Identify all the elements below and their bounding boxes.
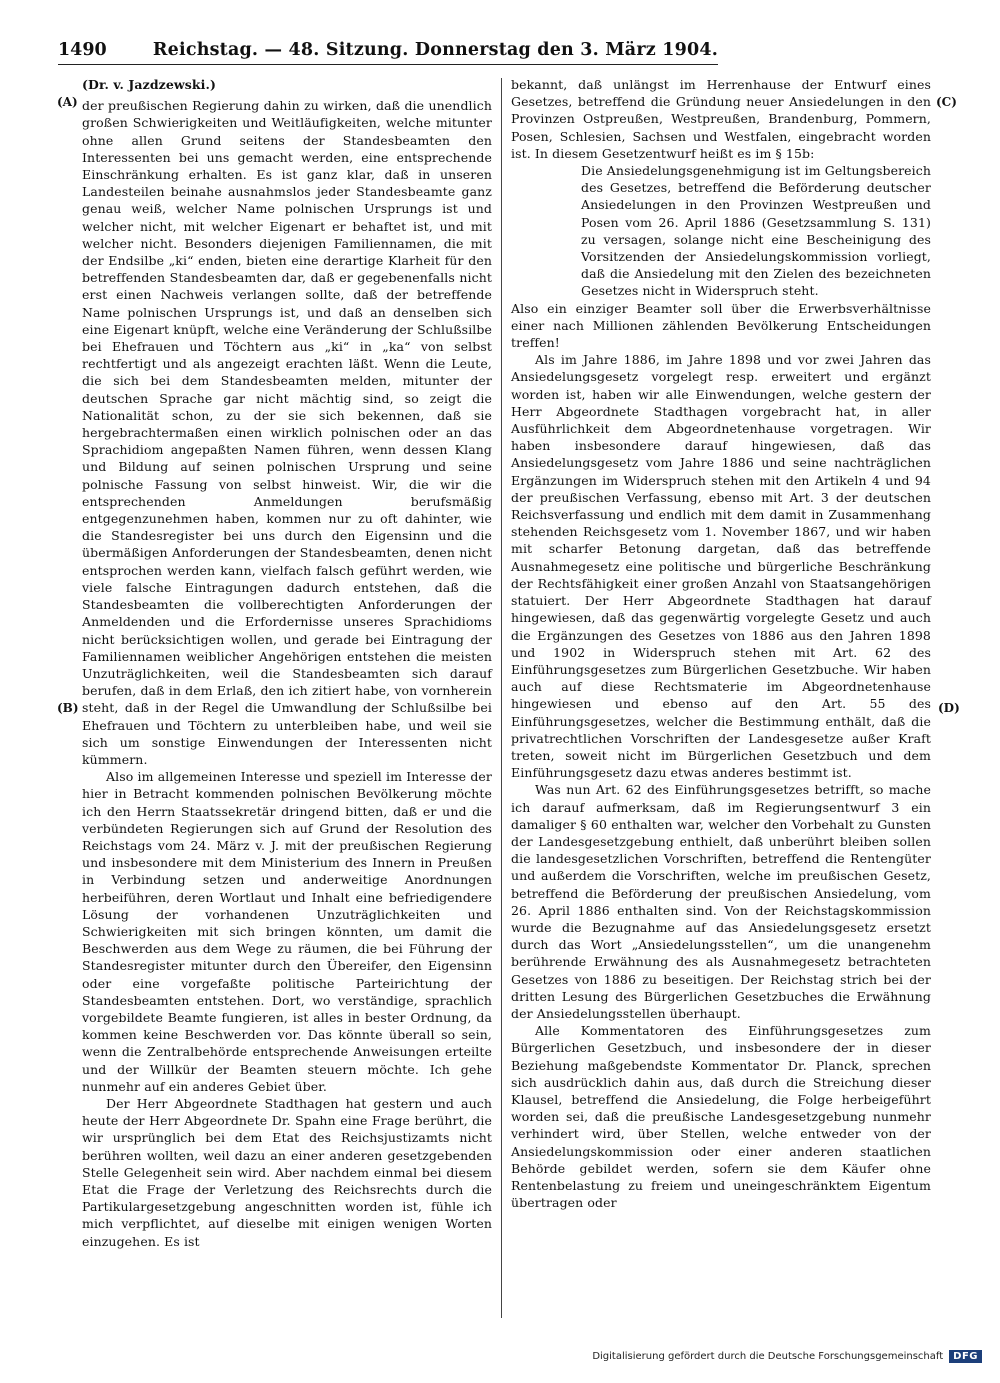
- left-paragraph-2: Also im allgemeinen Interesse und speziell im Interesse der hier in Betracht kommenden polnischen Bevölkerung möchte ich den Herrn Staatssekretär dringend bitten, daß er und die verbündeten Regierungen sich auf Grund der Resolution des Reichstags vom 24. März v. J. mit der preußischen Regierung und insbesondere mit dem Ministerium des Innern in Preußen in Verbindung setzen und anderweitige Anordnungen herbeiführen, deren Wortlaut und Inhalt eine befriedigendere Lösung der vorhandenen Unzuträglichkeiten und Schwierigkeiten mit sich bringen könnten, um damit die Beschwerden aus dem Wege zu räumen, die bei Führung der Standesregister mitunter durch den Übereifer, den Eigensinn oder eine vorgefaßte politische Parteirichtung der Standesbeamten entstehen. Dort, wo verständige, sprachlich vorgebildete Beamte fungieren, ist alles in bester Ordnung, da kommen keine Beschwerden vor. Das könnte überall so sein, wenn die Zentralbehörde entsprechende Anweisungen erteilte und der Willkür der Beamten steuern möchte. Ich gehe nunmehr auf ein anderes Gebiet über.: [82, 769, 492, 1094]
- page-title: Reichstag. — 48. Sitzung. Donnerstag den 3. März 1904.: [152, 40, 718, 60]
- left-paragraph-1: der preußischen Regierung dahin zu wirken, daß die unendlich großen Schwierigkeiten und Weitläufigkeiten, welche mitunter ohne allen Grund seitens der Standesbeamten den Interessenten bei uns gemacht werden, eine entsprechende Einschränkung erhalten. Es ist ganz klar, daß in unseren Landesteilen beinahe ausnahmslos jeder Standesbeamte ganz genau weiß, welcher Name polnischen Ursprungs ist und welcher nicht, mit welcher Eigenart er behaftet ist, und mit welcher nicht. Besonders diejenigen Familiennamen, die mit der Endsilbe „ki“ enden, bieten eine derartige Klarheit für den betreffenden Standesbeamten dar, daß er gegebenenfalls nicht erst einen Nachweis verlangen sollte, daß der betreffende Name polnischen Ursprungs ist, und daß an denselben sich eine Eigenart knüpft, welche eine Veränderung der Schlußsilbe bei Ehefrauen und Töchtern aus „ki“ in „ka“ von selbst rechtfertigt und als angezeigt erachten läßt. Wenn die Leute, die sich bei dem Standesbeamten melden, mitunter der deutschen Sprache gar nicht mächtig sind, so zeigt die Nationalität schon, zu der sie sich bekennen, daß sie hergebrachtermaßen einen wirklich polnischen oder an das Sprachidiom angepaßten Namen führen, wenn dessen Klang und Bildung auf seinen polnischen Ursprung und seine polnische Fassung von selbst hinweist. Wir, die wir die entsprechenden Anmeldungen berufsmäßig entgegenzunehmen haben, kommen nur zu oft dahinter, wie die Standesregister bei uns durch den Eigensinn und die übermäßigen Anforderungen der Standesbeamten, denen nicht entsprochen werden kann, vielfach falsch geführt werden, wie viele falsche Eintragungen dadurch entstehen, daß die Standesbeamten die vollberechtigten Anforderungen der Anmeldenden und die Erfordernisse unseres Sprachidioms nicht berücksichtigen wollen, und gerade bei Eintragung der Familiennamen weiblicher Angehörigen entstehen die meisten Unzuträglichkeiten, weil die Standesbeamten sich darauf berufen, daß in dem Erlaß, den ich zitiert habe, von vornherein steht, daß in der Regel die Umwandlung der Schlußsilbe bei Ehefrauen und Töchtern zu unterbleiben habe, und weil sie sich um sonstige Einwendungen der Interessenten nicht kümmern.: [82, 98, 492, 767]
- margin-mark-b: (B): [57, 701, 79, 715]
- footer: [592, 1347, 982, 1365]
- header-rule: [58, 64, 718, 65]
- right-paragraph-5: Alle Kommentatoren des Einführungsgesetzes zum Bürgerlichen Gesetzbuch, und insbesondere der in dieser Beziehung maßgebendste Kommentator Dr. Planck, sprechen sich ausdrücklich dahin aus, daß durch die Streichung dieser Klausel, betreffend die Ansiedelung, die Folge herbeigeführt worden sei, daß die preußische Landesgesetzgebung nunmehr verhindert wird, über Stellen, welche entweder von der Ansiedelungskommission oder einer anderen staatlichen Behörde gebildet werden, sofern sie dem Käufer ohne Rentenbelastung zu freiem und uneingeschränktem Eigentum übertragen oder: [511, 1023, 931, 1211]
- margin-mark-c: (C): [936, 95, 957, 109]
- right-paragraph-4: Was nun Art. 62 des Einführungsgesetzes betrifft, so mache ich darauf aufmerksam, daß im Regierungsentwurf 3 ein damaliger § 60 enthalten war, welcher den Vorbehalt zu Gunsten der Landesgesetzgebung enthielt, daß unberührt bleiben sollen die landesgesetzlichen Vorschriften, betreffend die Rentengüter und außerdem die Vorschriften, welche im preußischen Gesetz, betreffend die Beförderung der preußischen Ansiedelung, vom 26. April 1886 enthalten sind. Von der Reichstagskommission wurde die Bezugnahme auf das Ansiedelungsgesetz ersetzt durch das Wort „Ansiedelungsstellen“, um die unangenehm berührende Erwähnung des als Ausnahmegesetz betrachteten Gesetzes von 1886 zu beseitigen. Der Reichstag strich bei der dritten Lesung des Bürgerlichen Gesetzbuches die Erwähnung der Ansiedelungsstellen überhaupt.: [511, 782, 931, 1021]
- left-paragraph-3: Der Herr Abgeordnete Stadthagen hat gestern und auch heute der Herr Abgeordnete Dr. Spahn eine Frage berührt, die wir ursprünglich bei dem Etat des Reichsjustizamts nicht berühren wollten, weil dazu an einer anderen gesetzgebenden Stelle Gelegenheit sein wird. Aber nachdem einmal bei diesem Etat die Frage der Verletzung des Reichsrechts durch die Partikulargesetzgebung angeschnitten worden ist, fühle ich mich verpflichtet, auf dieselbe mit einigen wenigen Worten einzugehen. Es ist: [82, 1095, 492, 1249]
- speaker-label: (Dr. v. Jazdzewski.): [82, 77, 216, 92]
- margin-mark-a: (A): [57, 95, 78, 109]
- funding-credit: Digitalisierung gefördert durch die Deutsche Forschungsgemeinschaft: [592, 1350, 944, 1362]
- right-paragraph-3: Als im Jahre 1886, im Jahre 1898 und vor zwei Jahren das Ansiedelungsgesetz vorgelegt resp. erweitert und ergänzt worden ist, haben wir alle Einwendungen, welche gestern der Herr Abgeordnete Stadthagen vorgebracht hat, in aller Ausführlichkeit dem Abgeordnetenhause vorgetragen. Wir haben insbesondere darauf hingewiesen, daß das Ansiedelungsgesetz vom Jahre 1886 und seine nachträglichen Ergänzungen im Widerspruch stehen mit den Artikeln 4 und 94 der preußischen Verfassung, ebenso mit Art. 3 der deutschen Reichsverfassung und endlich mit dem damit in Zusammenhang stehenden Reichsgesetz vom 1. November 1867, und wir haben mit scharfer Betonung dargetan, daß das betreffende Ausnahmegesetz eine politische und bürgerliche Beschränkung der Rechtsfähigkeit einer großen Anzahl von Staatsangehörigen statuiert. Der Herr Abgeordnete Stadthagen hat darauf hingewiesen, daß das gegenwärtig vorgelegte Gesetz und auch die Ergänzungen des Gesetzes von 1886 aus den Jahren 1898 und 1902 in Widerspruch stehen mit Art. 62 des Einführungsgesetzes zum Bürgerlichen Gesetzbuche. Wir haben auch auf diese Rechtsmaterie im Abgeordnetenhause hingewiesen und ebenso auf den Art. 55 des Einführungsgesetzes, welcher die Bestimmung enthält, daß die privatrechtlichen Vorschriften der Landesgesetze außer Kraft treten, soweit nicht im Bürgerlichen Gesetzbuch und dem Einführungsgesetz dazu etwas anderes bestimmt ist.: [511, 352, 931, 781]
- right-paragraph-2: Also ein einziger Beamter soll über die Erwerbsverhältnisse einer nach Millionen zählenden Bevölkerung Entscheidungen treffen!: [511, 300, 931, 351]
- page-header: [58, 40, 718, 70]
- margin-mark-d: (D): [938, 701, 960, 715]
- right-paragraph-1: bekannt, daß unlängst im Herrenhause der Entwurf eines Gesetzes, betreffend die Gründung neuer Ansiedelungen in den Provinzen Ostpreußen, Westpreußen, Brandenburg, Pommern, Posen, Schlesien, Sachsen und Westfalen, eingebracht worden ist. In diesem Gesetzentwurf heißt es im § 15b:: [511, 77, 931, 161]
- dfg-logo: DFG: [949, 1350, 982, 1363]
- page-number: 1490: [58, 40, 107, 60]
- left-column: [82, 76, 492, 1250]
- right-column: [511, 76, 931, 1211]
- column-divider: [501, 78, 502, 1318]
- law-quote: Die Ansiedelungsgenehmigung ist im Geltungsbereich des Gesetzes, betreffend die Beförderung deutscher Ansiedelungen in den Provinzen Westpreußen und Posen vom 26. April 1886 (Gesetzsammlung S. 131) zu versagen, solange nicht eine Bescheinigung des Vorsitzenden der Ansiedelungskommission vorliegt, daß die Ansiedelung mit den Zielen des bezeichneten Gesetzes nicht in Widerspruch steht.: [581, 163, 931, 299]
